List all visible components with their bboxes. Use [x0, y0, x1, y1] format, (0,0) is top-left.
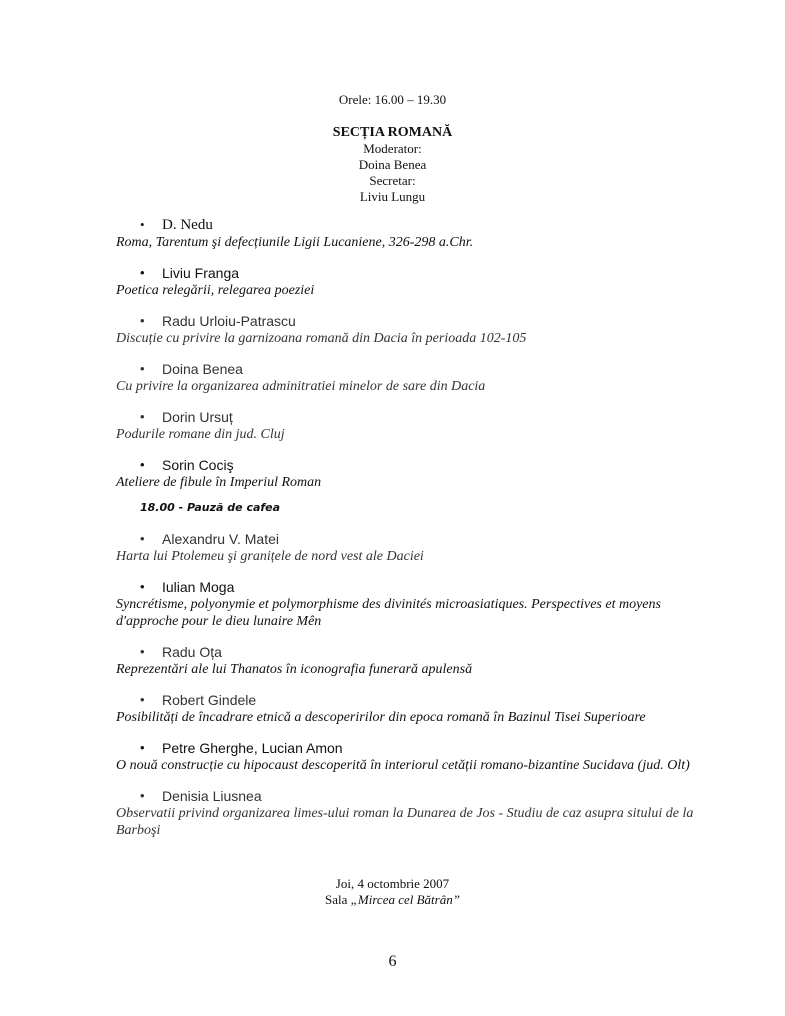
talk-title: Ateliere de fibule în Imperiul Roman: [116, 475, 322, 490]
list-item: [116, 312, 696, 347]
list-item: [116, 691, 696, 726]
list-item: [116, 216, 696, 251]
speaker-name: Sorin Cociş: [162, 457, 234, 473]
bullet-icon: •: [140, 788, 145, 803]
section-header: [0, 124, 785, 205]
list-item: [116, 739, 696, 774]
list-item: [116, 643, 696, 678]
room-prefix: Sala: [325, 892, 351, 907]
secretary-name: Liviu Lungu: [359, 189, 426, 204]
speaker-name: D. Nedu: [162, 217, 213, 233]
bullet-icon: •: [140, 409, 145, 424]
bullet-icon: •: [140, 361, 145, 376]
speaker-name: Liviu Franga: [162, 265, 240, 281]
secretary-label: Secretar:: [369, 173, 416, 188]
talk-title: Poetica relegării, relegarea poeziei: [116, 283, 315, 298]
bullet-icon: •: [140, 217, 145, 232]
bullet-icon: •: [140, 740, 145, 755]
talk-title: Discuție cu privire la garnizoana romană din Dacia în perioada 102-105: [116, 331, 527, 346]
talk-title: Roma, Tarentum şi defecțiunile Ligii Lucaniene, 326-298 a.Chr.: [116, 235, 474, 250]
bullet-icon: •: [140, 457, 145, 472]
speaker-name: Dorin Ursuț: [162, 409, 233, 425]
speaker-name: Doina Benea: [162, 361, 243, 377]
speaker-name: Radu Urloiu-Patrascu: [162, 313, 296, 329]
bullet-icon: •: [140, 531, 145, 546]
speaker-name: Robert Gindele: [162, 692, 257, 708]
speaker-name: Alexandru V. Matei: [162, 531, 279, 547]
session-hours: Orele: 16.00 – 19.30: [338, 92, 447, 107]
talk-title: Observatii privind organizarea limes-ului roman la Dunarea de Jos - Studiu de caz asupra sitului de la Barboşi: [116, 806, 694, 838]
section-title: SECȚIA ROMANĂ: [332, 125, 453, 140]
session-room: [0, 892, 785, 908]
list-item: [116, 264, 696, 299]
talk-title: Syncrétisme, polyonymie et polymorphisme des divinités microasiatiques. Perspectives et moyens d'approche pour le dieu lunaire Mên: [116, 597, 661, 629]
talk-title: Podurile romane din jud. Cluj: [116, 427, 285, 442]
bullet-icon: •: [140, 692, 145, 707]
list-item: [116, 360, 696, 395]
speaker-name: Petre Gherghe, Lucian Amon: [162, 740, 343, 756]
coffee-break: 18.00 - Pauză de cafea: [140, 501, 281, 514]
list-item: [116, 578, 696, 630]
talk-title: Harta lui Ptolemeu şi granițele de nord vest ale Daciei: [116, 549, 424, 564]
talk-title: Posibilități de încadrare etnică a descoperirilor din epoca romană în Bazinul Tisei Superioare: [116, 710, 646, 725]
presentation-list: [116, 216, 696, 852]
list-item: [116, 530, 696, 565]
list-item: [116, 408, 696, 443]
talk-title: O nouă construcție cu hipocaust descoperită în interiorul cetății romano-bizantine Sucidava (jud. Olt): [116, 758, 690, 773]
session-date: Joi, 4 octombrie 2007: [335, 876, 450, 891]
page-number: 6: [388, 953, 397, 970]
moderator-name: Doina Benea: [358, 157, 427, 172]
talk-title: Cu privire la organizarea adminitratiei minelor de sare din Dacia: [116, 379, 486, 394]
speaker-name: Denisia Liusnea: [162, 788, 262, 804]
talk-title: Reprezentări ale lui Thanatos în iconografia funerară apulensă: [116, 662, 473, 677]
bullet-icon: •: [140, 265, 145, 280]
moderator-label: Moderator:: [363, 141, 422, 156]
bullet-icon: •: [140, 313, 145, 328]
speaker-name: Radu Oța: [162, 644, 222, 660]
bullet-icon: •: [140, 579, 145, 594]
session-footer: [0, 876, 785, 908]
room-name: „Mircea cel Bătrân”: [350, 892, 460, 907]
list-item: [116, 787, 696, 839]
bullet-icon: •: [140, 644, 145, 659]
list-item: [116, 456, 696, 491]
speaker-name: Iulian Moga: [162, 579, 235, 595]
